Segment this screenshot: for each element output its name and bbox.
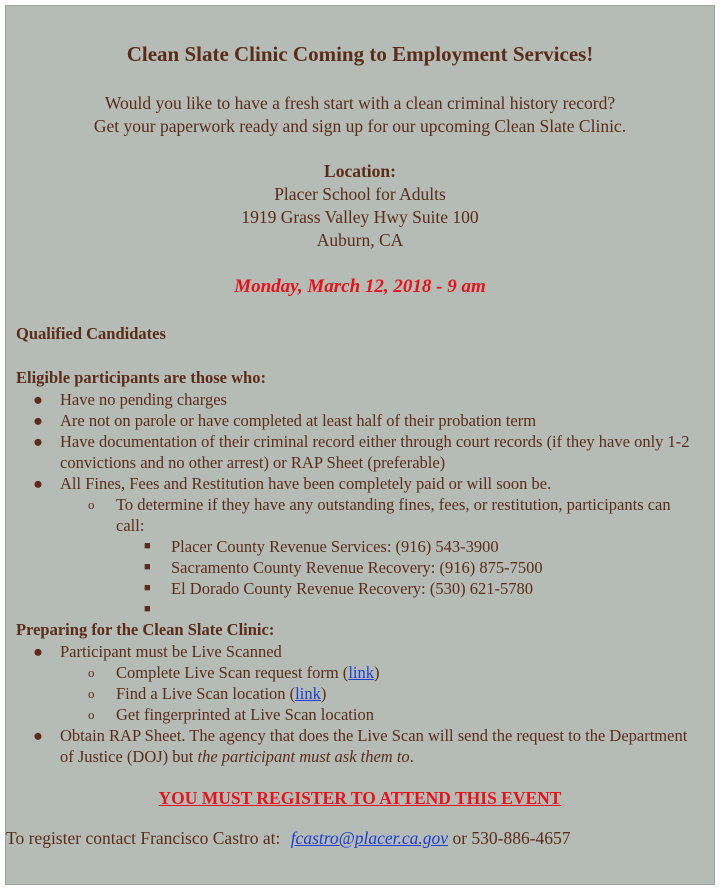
list-item: [6, 725, 714, 767]
location-line: Placer School for Adults: [274, 184, 446, 204]
filled-circle-bullet-icon: ●: [33, 432, 43, 451]
sub-list-item-text: ): [320, 684, 327, 703]
location-label: Location:: [324, 161, 396, 181]
contact-text: Placer County Revenue Services: (916) 543-3900: [171, 537, 499, 556]
list-item-text: .: [409, 747, 414, 766]
filled-circle-bullet-icon: ●: [33, 642, 43, 661]
filled-square-bullet-icon: ■: [144, 603, 151, 615]
list-item: [6, 389, 714, 410]
sub-list-item: [6, 704, 714, 725]
preparing-list: [6, 641, 714, 767]
qualified-heading: Qualified Candidates: [16, 324, 166, 343]
sub-list-item-text: ): [373, 663, 380, 682]
register-notice: YOU MUST REGISTER TO ATTEND THIS EVENT: [158, 788, 562, 808]
flyer: [5, 5, 715, 885]
contact-prefix: To register contact Francisco Castro at:: [6, 828, 285, 848]
eligible-list: [6, 389, 714, 620]
sub-list-item-text: Find a Live Scan location (: [116, 684, 296, 703]
location-block: [6, 160, 714, 252]
list-item-text: Are not on parole or have completed at least half of their probation term: [60, 411, 537, 430]
list-item-text: Have documentation of their criminal record either through court records (if they have only 1-2 convictions and no other arrest) or RAP Sheet (preferable): [60, 432, 690, 472]
list-item: [6, 431, 714, 473]
list-item-text: Obtain RAP Sheet. The agency that does the Live Scan will send the request to the Department of Justice (DOJ) but: [60, 726, 688, 766]
list-item-emphasis: the participant must ask them to: [197, 747, 410, 766]
sub-list-item: [6, 662, 714, 683]
contact-list-item: [6, 557, 714, 578]
email-link[interactable]: fcastro@placer.ca.gov: [290, 828, 449, 848]
filled-circle-bullet-icon: ●: [33, 474, 43, 493]
event-date: Monday, March 12, 2018 - 9 am: [234, 276, 486, 297]
list-item-text: Have no pending charges: [60, 390, 227, 409]
contact-list-item: [6, 536, 714, 557]
sub-list-item-text: Complete Live Scan request form (: [116, 663, 349, 682]
intro-line: Would you like to have a fresh start with a clean criminal history record?: [104, 93, 616, 113]
list-item: [6, 410, 714, 431]
flyer-title: Clean Slate Clinic Coming to Employment Services!: [126, 42, 594, 66]
contact-list-item: [6, 578, 714, 599]
filled-square-bullet-icon: ■: [144, 582, 151, 594]
filled-square-bullet-icon: ■: [144, 561, 151, 573]
contact-suffix: or 530-886-4657: [448, 828, 571, 848]
location-line: 1919 Grass Valley Hwy Suite 100: [241, 207, 479, 227]
contact-text: [171, 600, 175, 619]
hollow-circle-bullet-icon: o: [88, 665, 95, 680]
filled-circle-bullet-icon: ●: [33, 390, 43, 409]
eligible-heading: Eligible participants are those who:: [16, 368, 266, 387]
intro-line: Get your paperwork ready and sign up for our upcoming Clean Slate Clinic.: [93, 116, 627, 136]
list-item-text: All Fines, Fees and Restitution have been completely paid or will soon be.: [60, 474, 552, 493]
contact-text: El Dorado County Revenue Recovery: (530) 621-5780: [171, 579, 534, 598]
contact-list-item: [6, 599, 714, 620]
intro: [6, 92, 714, 138]
list-item-text: Participant must be Live Scanned: [60, 642, 282, 661]
preparing-heading: Preparing for the Clean Slate Clinic:: [16, 620, 275, 639]
sub-list-item: [6, 683, 714, 704]
contact-text: Sacramento County Revenue Recovery: (916) 875-7500: [171, 558, 543, 577]
contact-line: [6, 828, 571, 849]
live-scan-form-link[interactable]: link: [348, 663, 374, 682]
filled-circle-bullet-icon: ●: [33, 411, 43, 430]
list-item: [6, 641, 714, 662]
sub-list-item-text: To determine if they have any outstanding fines, fees, or restitution, participants can call:: [116, 495, 671, 535]
filled-square-bullet-icon: ■: [144, 540, 151, 552]
hollow-circle-bullet-icon: o: [88, 497, 95, 512]
live-scan-location-link[interactable]: link: [295, 684, 321, 703]
list-item: [6, 473, 714, 494]
filled-circle-bullet-icon: ●: [33, 726, 43, 745]
hollow-circle-bullet-icon: o: [88, 686, 95, 701]
hollow-circle-bullet-icon: o: [88, 707, 95, 722]
sub-list-item-text: Get fingerprinted at Live Scan location: [116, 705, 374, 724]
location-line: Auburn, CA: [316, 230, 404, 250]
sub-list-item: [6, 494, 714, 536]
